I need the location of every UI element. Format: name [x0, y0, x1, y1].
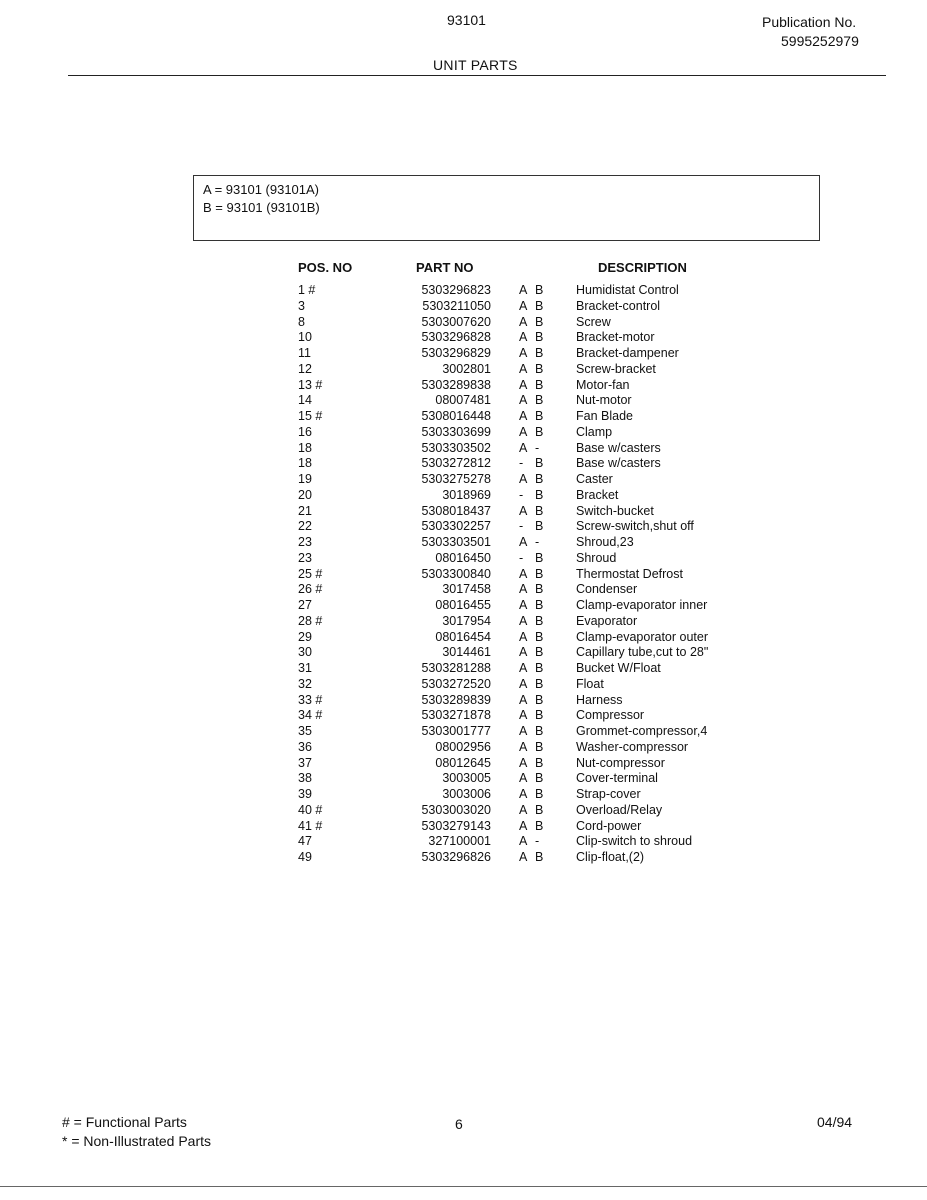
model-a-flag: -	[519, 550, 524, 565]
model-b-flag: B	[535, 692, 544, 707]
model-a-flag: A	[519, 440, 528, 455]
model-a-flag: A	[519, 472, 528, 486]
model-b-flag: B	[535, 661, 544, 675]
table-row	[0, 283, 927, 299]
part-number: 5303271878	[421, 708, 491, 723]
position-number: 40 #	[298, 802, 323, 817]
table-row	[0, 425, 927, 441]
part-number: 5303289838	[421, 377, 491, 392]
part-number: 5303303501	[421, 535, 491, 549]
table-row	[0, 834, 927, 850]
part-description: Clamp-evaporator inner	[576, 598, 708, 612]
part-description: Clip-switch to shroud	[576, 834, 693, 849]
position-number: 19	[298, 472, 312, 486]
part-number: 08016455	[435, 598, 491, 612]
model-a-flag: A	[519, 629, 528, 644]
position-number: 12	[298, 361, 312, 376]
model-a-flag: A	[519, 724, 528, 738]
table-row	[0, 519, 927, 535]
table-row	[0, 771, 927, 787]
part-number: 5303296823	[421, 283, 491, 297]
position-number: 27	[298, 598, 312, 612]
position-number: 47	[298, 834, 312, 849]
position-number: 14	[298, 393, 312, 408]
position-number: 31	[298, 661, 312, 675]
legend-line-a: A = 93101 (93101A)	[203, 182, 320, 197]
model-a-flag: A	[519, 787, 528, 801]
page-number: 6	[455, 1116, 463, 1132]
parts-table-body	[0, 283, 927, 866]
table-row	[0, 819, 927, 835]
part-number: 3014461	[442, 645, 491, 660]
model-number: 93101	[447, 12, 486, 28]
model-a-flag: A	[519, 377, 528, 392]
model-b-flag: B	[535, 739, 544, 754]
table-row	[0, 598, 927, 614]
model-b-flag: B	[535, 487, 544, 502]
table-row	[0, 708, 927, 724]
model-a-flag: -	[519, 487, 524, 502]
model-b-flag: B	[535, 393, 544, 408]
model-a-flag: A	[519, 834, 528, 849]
model-b-flag: B	[535, 598, 544, 612]
position-number: 34 #	[298, 708, 323, 723]
table-row	[0, 378, 927, 394]
part-description: Bracket	[576, 487, 619, 502]
model-b-flag: B	[535, 613, 544, 628]
part-description: Screw-switch,shut off	[576, 519, 694, 534]
model-legend-box	[193, 175, 820, 241]
model-b-flag: -	[535, 440, 540, 455]
part-number: 08016454	[435, 629, 491, 644]
position-number: 28 #	[298, 613, 323, 628]
part-description: Clamp-evaporator outer	[576, 629, 709, 644]
part-number: 5303296828	[421, 330, 491, 345]
part-number: 3017954	[442, 613, 491, 628]
part-description: Shroud,23	[576, 535, 634, 549]
header-divider	[68, 75, 886, 76]
part-description: Condenser	[576, 582, 638, 597]
model-b-flag: B	[535, 472, 544, 486]
model-a-flag: A	[519, 535, 528, 549]
model-b-flag: -	[535, 834, 540, 849]
model-b-flag: B	[535, 724, 544, 738]
position-number: 33 #	[298, 692, 323, 707]
table-row	[0, 393, 927, 409]
part-number: 5303211050	[422, 298, 491, 313]
model-a-flag: A	[519, 818, 528, 833]
model-a-flag: A	[519, 676, 528, 691]
model-b-flag: B	[535, 582, 544, 597]
model-b-flag: B	[535, 850, 544, 864]
model-a-flag: A	[519, 771, 528, 786]
part-number: 5303296829	[421, 346, 491, 360]
position-number: 41 #	[298, 818, 323, 833]
part-description: Bucket W/Float	[576, 661, 661, 675]
position-number: 18	[298, 440, 312, 455]
part-description: Cover-terminal	[576, 771, 658, 786]
position-number: 39	[298, 787, 312, 801]
part-description: Thermostat Defrost	[576, 566, 683, 581]
model-a-flag: A	[519, 314, 528, 329]
part-number: 327100001	[428, 834, 491, 849]
column-header-description: DESCRIPTION	[598, 260, 687, 275]
model-a-flag: A	[519, 850, 528, 864]
part-description: Bracket-dampener	[576, 346, 679, 360]
part-number: 5308016448	[421, 409, 491, 423]
position-number: 35	[298, 724, 312, 738]
model-b-flag: -	[535, 535, 540, 549]
model-a-flag: A	[519, 330, 528, 345]
part-number: 5303302257	[421, 519, 491, 534]
part-number: 3018969	[442, 487, 491, 502]
position-number: 26 #	[298, 582, 323, 597]
position-number: 25 #	[298, 566, 323, 581]
position-number: 23	[298, 550, 312, 565]
part-description: Nut-motor	[576, 393, 632, 408]
part-number: 5303279143	[421, 818, 491, 833]
part-description: Washer-compressor	[576, 739, 689, 754]
position-number: 8	[298, 314, 305, 329]
model-a-flag: A	[519, 739, 528, 754]
part-number: 5303300840	[421, 566, 491, 581]
position-number: 11	[298, 346, 311, 360]
table-row	[0, 535, 927, 551]
position-number: 18	[298, 456, 312, 471]
part-number: 5303296826	[421, 850, 491, 864]
table-row	[0, 346, 927, 362]
model-b-flag: B	[535, 566, 544, 581]
part-description: Nut-compressor	[576, 755, 665, 770]
part-number: 5303001777	[421, 724, 491, 738]
table-row	[0, 740, 927, 756]
part-number: 5303272520	[421, 676, 491, 691]
part-description: Capillary tube,cut to 28"	[576, 645, 709, 660]
table-row	[0, 582, 927, 598]
model-b-flag: B	[535, 708, 544, 723]
model-b-flag: B	[535, 503, 544, 518]
model-b-flag: B	[535, 314, 544, 329]
part-description: Fan Blade	[576, 409, 633, 423]
table-row	[0, 661, 927, 677]
table-row	[0, 630, 927, 646]
part-number: 5303281288	[421, 661, 491, 675]
model-a-flag: A	[519, 424, 528, 439]
position-number: 23	[298, 535, 312, 549]
part-description: Harness	[576, 692, 623, 707]
model-b-flag: B	[535, 519, 544, 534]
position-number: 36	[298, 739, 312, 754]
legend-line-b: B = 93101 (93101B)	[203, 200, 320, 215]
model-b-flag: B	[535, 755, 544, 770]
model-a-flag: A	[519, 645, 528, 660]
part-description: Float	[576, 676, 604, 691]
part-description: Screw	[576, 314, 611, 329]
model-a-flag: A	[519, 283, 528, 297]
model-a-flag: A	[519, 582, 528, 597]
position-number: 37	[298, 755, 312, 770]
footer-divider	[0, 1186, 927, 1187]
publication-label: Publication No.	[762, 14, 857, 30]
table-row	[0, 645, 927, 661]
table-row	[0, 315, 927, 331]
model-b-flag: B	[535, 346, 544, 360]
model-b-flag: B	[535, 361, 544, 376]
part-description: Bracket-motor	[576, 330, 655, 345]
model-a-flag: A	[519, 613, 528, 628]
model-a-flag: A	[519, 802, 528, 817]
model-a-flag: -	[519, 456, 524, 471]
position-number: 32	[298, 676, 312, 691]
position-number: 30	[298, 645, 312, 660]
table-row	[0, 551, 927, 567]
model-b-flag: B	[535, 283, 544, 297]
part-description: Clip-float,(2)	[576, 850, 645, 864]
model-b-flag: B	[535, 802, 544, 817]
part-number: 5303007620	[421, 314, 491, 329]
part-description: Shroud	[576, 550, 617, 565]
position-number: 15 #	[298, 409, 323, 423]
model-b-flag: B	[535, 298, 544, 313]
table-row	[0, 803, 927, 819]
model-b-flag: B	[535, 645, 544, 660]
model-b-flag: B	[535, 424, 544, 439]
part-number: 5303303699	[421, 424, 491, 439]
position-number: 49	[298, 850, 312, 864]
table-row	[0, 850, 927, 866]
part-description: Caster	[576, 472, 613, 486]
table-row	[0, 677, 927, 693]
model-a-flag: A	[519, 708, 528, 723]
publication-date: 04/94	[817, 1114, 853, 1130]
model-a-flag: A	[519, 566, 528, 581]
model-a-flag: A	[519, 409, 528, 423]
table-row	[0, 472, 927, 488]
model-a-flag: A	[519, 346, 528, 360]
table-row	[0, 567, 927, 583]
table-row	[0, 787, 927, 803]
part-number: 5303303502	[421, 440, 491, 455]
part-number: 5308018437	[421, 503, 491, 518]
position-number: 20	[298, 487, 312, 502]
model-b-flag: B	[535, 676, 544, 691]
part-description: Compressor	[576, 708, 645, 723]
part-number: 5303289839	[421, 692, 491, 707]
part-number: 5303275278	[421, 472, 491, 486]
model-b-flag: B	[535, 377, 544, 392]
table-row	[0, 299, 927, 315]
position-number: 29	[298, 629, 312, 644]
column-header-pos: POS. NO	[298, 260, 353, 275]
publication-number: 5995252979	[781, 33, 859, 49]
model-a-flag: A	[519, 298, 528, 313]
model-a-flag: A	[519, 361, 528, 376]
position-number: 22	[298, 519, 312, 534]
position-number: 16	[298, 424, 312, 439]
position-number: 1 #	[298, 283, 316, 297]
model-a-flag: A	[519, 393, 528, 408]
part-description: Clamp	[576, 424, 613, 439]
part-number: 5303272812	[421, 456, 491, 471]
model-a-flag: A	[519, 755, 528, 770]
position-number: 38	[298, 771, 312, 786]
part-description: Overload/Relay	[576, 802, 663, 817]
part-number: 3003005	[442, 771, 491, 786]
table-row	[0, 693, 927, 709]
part-number: 3002801	[442, 361, 491, 376]
part-description: Base w/casters	[576, 456, 661, 471]
table-row	[0, 504, 927, 520]
model-b-flag: B	[535, 456, 544, 471]
part-description: Bracket-control	[576, 298, 661, 313]
part-number: 08016450	[435, 550, 491, 565]
part-number: 3017458	[442, 582, 491, 597]
model-a-flag: A	[519, 503, 528, 518]
column-header-part: PART NO	[416, 260, 474, 275]
part-number: 08002956	[435, 739, 491, 754]
model-b-flag: B	[535, 771, 544, 786]
model-a-flag: A	[519, 661, 528, 675]
footnote-functional-parts: # = Functional Parts	[62, 1114, 187, 1130]
part-description: Strap-cover	[576, 787, 641, 801]
part-description: Motor-fan	[576, 377, 630, 392]
position-number: 10	[298, 330, 312, 345]
table-row	[0, 756, 927, 772]
part-description: Cord-power	[576, 818, 642, 833]
model-b-flag: B	[535, 550, 544, 565]
table-row	[0, 724, 927, 740]
table-row	[0, 488, 927, 504]
part-description: Grommet-compressor,4	[576, 724, 708, 738]
table-row	[0, 409, 927, 425]
model-a-flag: A	[519, 598, 528, 612]
part-description: Humidistat Control	[576, 283, 679, 297]
model-b-flag: B	[535, 330, 544, 345]
model-b-flag: B	[535, 409, 544, 423]
position-number: 13 #	[298, 377, 323, 392]
model-a-flag: A	[519, 692, 528, 707]
model-b-flag: B	[535, 629, 544, 644]
table-row	[0, 614, 927, 630]
position-number: 21	[298, 503, 312, 518]
model-b-flag: B	[535, 818, 544, 833]
table-row	[0, 330, 927, 346]
table-row	[0, 456, 927, 472]
part-number: 08007481	[435, 393, 491, 408]
part-number: 08012645	[435, 755, 491, 770]
position-number: 3	[298, 298, 305, 313]
model-b-flag: B	[535, 787, 544, 801]
part-number: 5303003020	[421, 802, 491, 817]
footnote-non-illustrated-parts: * = Non-Illustrated Parts	[62, 1133, 212, 1149]
part-description: Screw-bracket	[576, 361, 656, 376]
table-row	[0, 441, 927, 457]
part-description: Base w/casters	[576, 440, 661, 455]
section-title: UNIT PARTS	[433, 57, 518, 73]
model-a-flag: -	[519, 519, 524, 534]
part-number: 3003006	[442, 787, 491, 801]
part-description: Evaporator	[576, 613, 638, 628]
table-row	[0, 362, 927, 378]
part-description: Switch-bucket	[576, 503, 654, 518]
